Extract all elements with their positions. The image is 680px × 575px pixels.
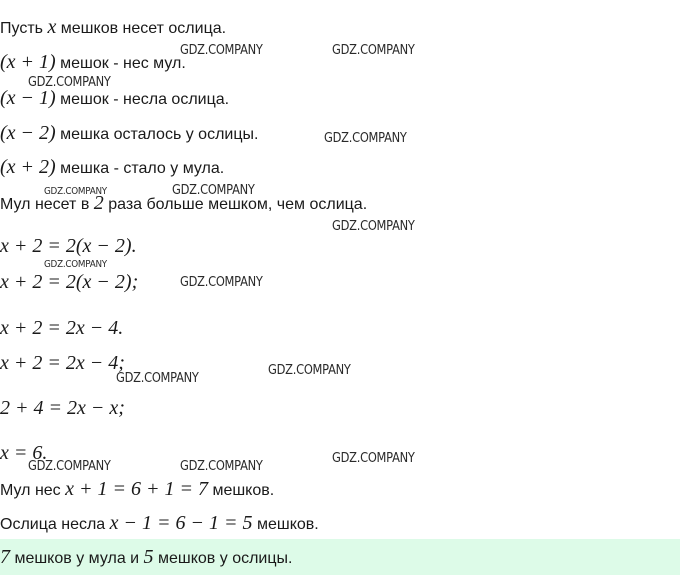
statement-line-4 (0, 123, 258, 145)
answer-box (0, 539, 680, 575)
equation-5: 2 + 4 = 2x − x; (0, 397, 125, 419)
text: Пусть (0, 20, 48, 37)
statement-line-2 (0, 52, 186, 74)
text: мешков. (252, 516, 319, 533)
watermark: GDZ.COMPANY (268, 363, 351, 378)
math: (x + 1) (0, 51, 56, 73)
watermark: GDZ.COMPANY (332, 451, 415, 466)
text: Мул несет в (0, 196, 94, 213)
text: мешков несет ослица. (56, 20, 227, 37)
result-line-2 (0, 513, 319, 535)
statement-line-3 (0, 88, 229, 110)
math: x + 1 = 6 + 1 = 7 (65, 478, 208, 500)
equation-2: x + 2 = 2(x − 2); (0, 271, 139, 293)
watermark: GDZ.COMPANY (172, 183, 255, 198)
watermark: GDZ.COMPANY (324, 131, 407, 146)
equation-1: x + 2 = 2(x − 2). (0, 235, 137, 257)
math: 2 (93, 192, 104, 214)
text: мешка - стало у мула. (55, 160, 225, 177)
text: мешок - нес мул. (55, 55, 186, 72)
text: мешков. (208, 482, 275, 499)
text: Ослица несла (0, 516, 110, 533)
watermark: GDZ.COMPANY (180, 43, 263, 58)
math: x (47, 16, 57, 38)
watermark: GDZ.COMPANY (180, 275, 263, 290)
watermark: GDZ.COMPANY (180, 459, 263, 474)
text: мешков у ослицы. (153, 550, 293, 567)
watermark: GDZ.COMPANY (44, 259, 107, 270)
watermark: GDZ.COMPANY (332, 43, 415, 58)
result-line-1 (0, 479, 274, 501)
math: (x − 1) (0, 87, 56, 109)
equation-6: x = 6. (0, 442, 48, 464)
math: 7 (0, 546, 10, 568)
math: (x + 2) (0, 156, 56, 178)
statement-line-1 (0, 17, 226, 39)
math: 5 (143, 546, 154, 568)
math: x − 1 = 6 − 1 = 5 (109, 512, 253, 534)
statement-line-5 (0, 157, 224, 179)
watermark: GDZ.COMPANY (28, 75, 111, 90)
text: раза больше мешком, чем ослица. (103, 196, 368, 213)
text: мешок - несла ослица. (55, 91, 230, 108)
watermark: GDZ.COMPANY (116, 371, 199, 386)
text: мешка осталось у ослицы. (55, 126, 259, 143)
equation-4: x + 2 = 2x − 4; (0, 352, 125, 374)
text: Мул нес (0, 482, 66, 499)
math: (x − 2) (0, 122, 56, 144)
text: мешков у мула и (10, 550, 144, 567)
watermark: GDZ.COMPANY (28, 459, 111, 474)
watermark: GDZ.COMPANY (44, 186, 107, 197)
watermark: GDZ.COMPANY (332, 219, 415, 234)
answer-line (0, 547, 292, 569)
equation-3: x + 2 = 2x − 4. (0, 317, 124, 339)
